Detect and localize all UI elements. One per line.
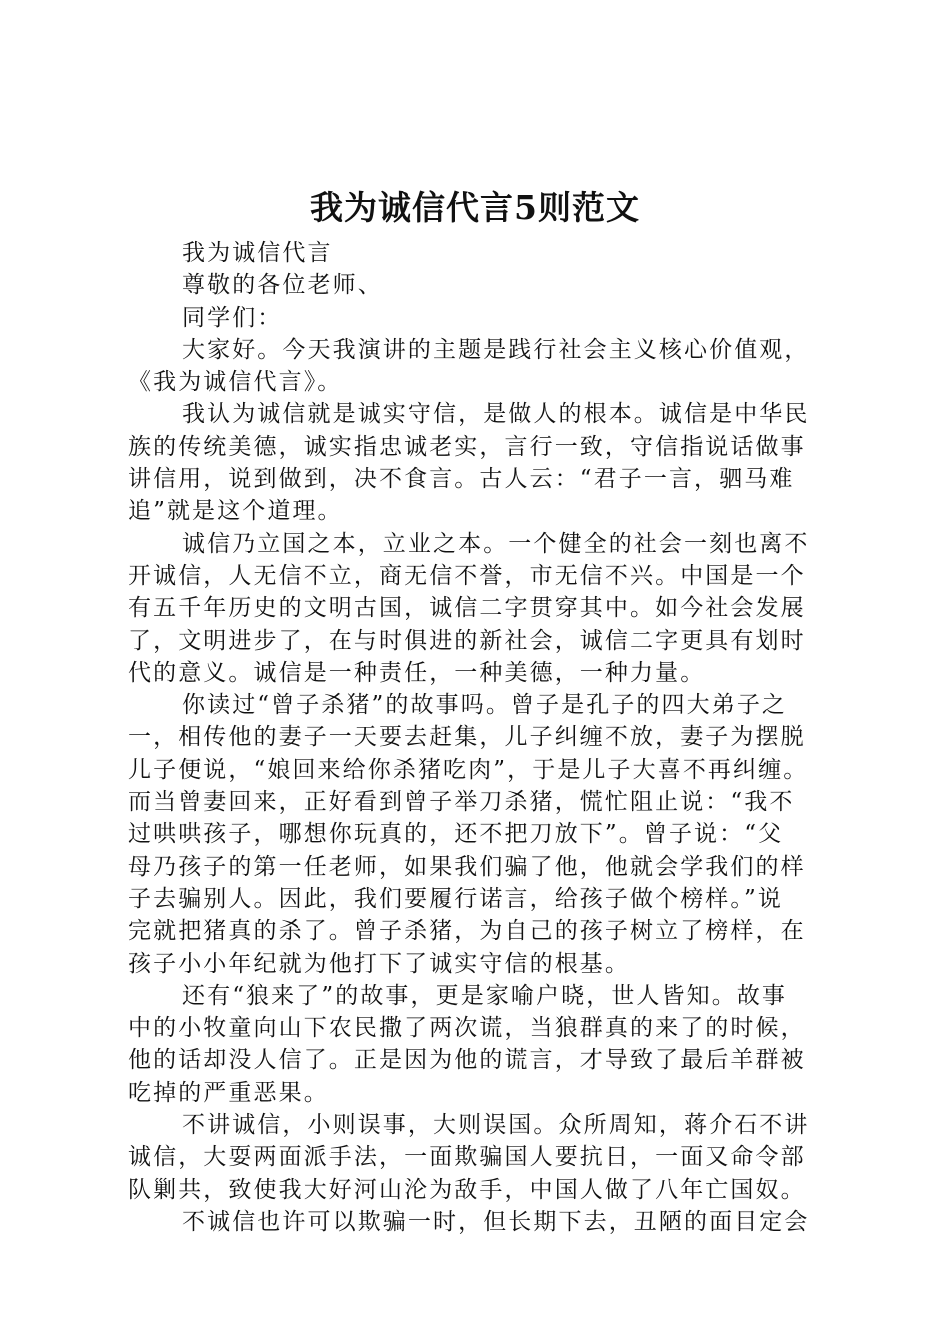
- body-line: 中的小牧童向山下农民撒了两次谎，当狼群真的来了的时候，: [128, 1015, 806, 1042]
- body-line: 子去骗别人。因此，我们要履行诺言，给孩子做个榜样。”说: [128, 885, 783, 912]
- body-line: 尊敬的各位老师、: [182, 272, 383, 299]
- body-line: 你读过“曾子杀猪”的故事吗。曾子是孔子的四大弟子之: [182, 692, 788, 719]
- body-line: 而当曾妻回来，正好看到曾子举刀杀猪，慌忙阻止说：“我不: [128, 789, 795, 816]
- body-line: 不讲诚信，小则误事，大则误国。众所周知，蒋介石不讲: [182, 1112, 810, 1139]
- body-line: 他的话却没人信了。正是因为他的谎言，才导致了最后羊群被: [128, 1047, 806, 1074]
- body-line: 母乃孩子的第一任老师，如果我们骗了他，他就会学我们的样: [128, 853, 806, 880]
- body-line: 了，文明进步了，在与时俱进的新社会，诚信二字更具有划时: [128, 627, 806, 654]
- body-line: 一，相传他的妻子一天要去赶集，儿子纠缠不放，妻子为摆脱: [128, 724, 806, 751]
- document-body: [128, 237, 836, 1238]
- body-line: 代的意义。诚信是一种责任，一种美德，一种力量。: [128, 659, 706, 686]
- body-line: 儿子便说，“娘回来给你杀猪吃肉”，于是儿子大喜不再纠缠。: [128, 756, 809, 783]
- body-line: 吃掉的严重恶果。: [128, 1079, 329, 1106]
- body-line: 我为诚信代言: [182, 240, 333, 266]
- body-line: 开诚信，人无信不立，商无信不誉，市无信不兴。中国是一个: [128, 562, 806, 589]
- body-line: 同学们：: [182, 304, 283, 331]
- body-line: 诚信，大耍两面派手法，一面欺骗国人要抗日，一面又命令部: [128, 1144, 806, 1171]
- body-line: 完就把猪真的杀了。曾子杀猪，为自己的孩子树立了榜样，在: [128, 918, 806, 945]
- body-line: 还有“狼来了”的故事，更是家喻户晓，世人皆知。故事: [182, 982, 788, 1009]
- body-line: 有五千年历史的文明古国，诚信二字贯穿其中。如今社会发展: [128, 595, 806, 622]
- body-line: 诚信乃立国之本，立业之本。一个健全的社会一刻也离不: [182, 530, 810, 557]
- body-line: 追”就是这个道理。: [128, 498, 343, 525]
- body-line: 过哄哄孩子，哪想你玩真的，还不把刀放下”。曾子说：“父: [128, 821, 784, 848]
- body-line: 队剿共，致使我大好河山沦为敌手，中国人做了八年亡国奴。: [128, 1176, 806, 1203]
- document-title: 我为诚信代言5则范文: [310, 188, 640, 227]
- body-line: 我认为诚信就是诚实守信，是做人的根本。诚信是中华民: [182, 401, 810, 428]
- body-line: 《我为诚信代言》。: [128, 369, 343, 396]
- body-line: 孩子小小年纪就为他打下了诚实守信的根基。: [128, 950, 630, 977]
- body-line: 大家好。今天我演讲的主题是践行社会主义核心价值观，: [182, 336, 810, 363]
- body-line: 不诚信也许可以欺骗一时，但长期下去，丑陋的面目定会: [182, 1208, 810, 1235]
- body-line: 讲信用，说到做到，决不食言。古人云：“君子一言，驷马难: [128, 466, 795, 493]
- body-line: 族的传统美德，诚实指忠诚老实，言行一致，守信指说话做事: [128, 433, 806, 460]
